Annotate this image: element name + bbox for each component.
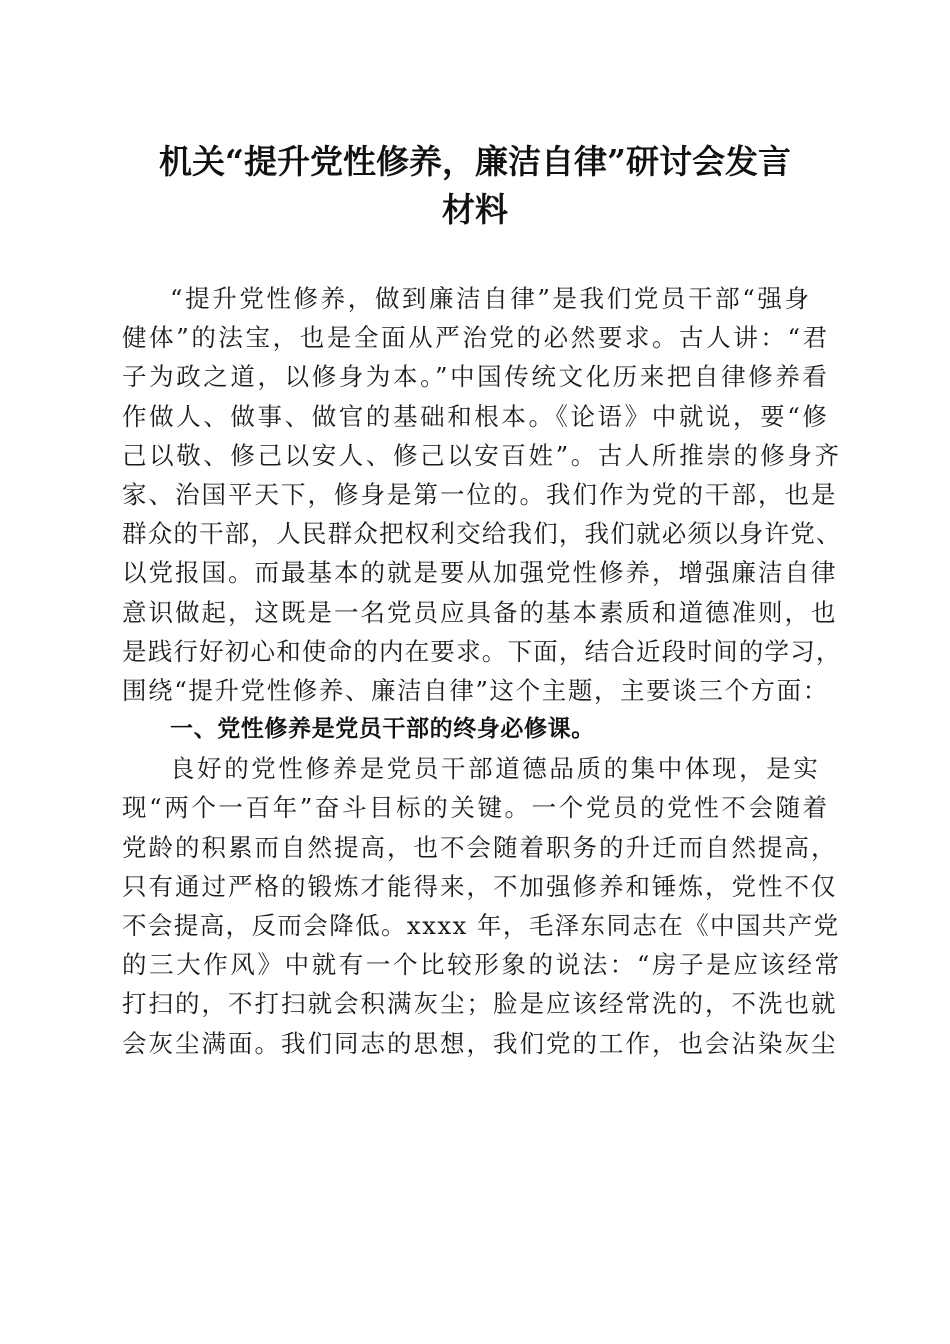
text-line: 打扫的，不打扫就会积满灰尘；脸是应该经常洗的，不洗也就 (122, 989, 838, 1019)
text-line: 作做人、做事、做官的基础和根本。《论语》中就说，要“修 (122, 401, 830, 431)
text-line: 只有通过严格的锻炼才能得来，不加强修养和锤炼，党性不仅 (122, 871, 838, 901)
text-line: 家、治国平天下，修身是第一位的。我们作为党的干部，也是 (122, 479, 838, 509)
text-line: 良好的党性修养是党员干部道德品质的集中体现，是实 (170, 754, 821, 784)
title-line: 机关“提升党性修养，廉洁自律”研讨会发言 (159, 142, 791, 181)
text-line: 是践行好初心和使命的内在要求。下面，结合近段时间的学习， (122, 636, 842, 666)
text-line: 的三大作风》中就有一个比较形象的说法：“房子是应该经常 (122, 950, 842, 980)
paragraph-intro (122, 279, 842, 710)
text-line: 己以敬、修己以安人、修己以安百姓”。古人所推崇的修身齐 (122, 440, 842, 470)
text-line: “提升党性修养，做到廉洁自律”是我们党员干部“强身 (170, 284, 812, 313)
text-line: 不会提高，反而会降低。xxxx 年，毛泽东同志在《中国共产党 (122, 911, 840, 940)
paragraph-section-1 (122, 749, 842, 1063)
text-line: 以党报国。而最基本的就是要从加强党性修养，增强廉洁自律 (122, 558, 838, 588)
section-heading: 一、党性修养是党员干部的终身必修课。 (170, 716, 595, 743)
text-line: 健体”的法宝，也是全面从严治党的必然要求。古人讲：“君 (122, 323, 830, 353)
title-line: 材料 (442, 190, 508, 229)
text-line: 党龄的积累而自然提高，也不会随着职务的升迁而自然提高， (122, 832, 838, 862)
document-title (110, 138, 840, 234)
text-line: 群众的干部，人民群众把权利交给我们，我们就必须以身许党、 (122, 519, 842, 549)
text-line: 子为政之道，以修身为本。”中国传统文化历来把自律修养看 (122, 362, 830, 392)
text-line: 意识做起，这既是一名党员应具备的基本素质和道德准则，也 (122, 597, 838, 627)
document-body (122, 279, 842, 1063)
text-line: 现“两个一百年”奋斗目标的关键。一个党员的党性不会随着 (122, 793, 830, 823)
text-line: 围绕“提升党性修养、廉洁自律”这个主题，主要谈三个方面： (122, 675, 829, 705)
text-line: 会灰尘满面。我们同志的思想，我们党的工作，也会沾染灰尘 (122, 1028, 838, 1058)
